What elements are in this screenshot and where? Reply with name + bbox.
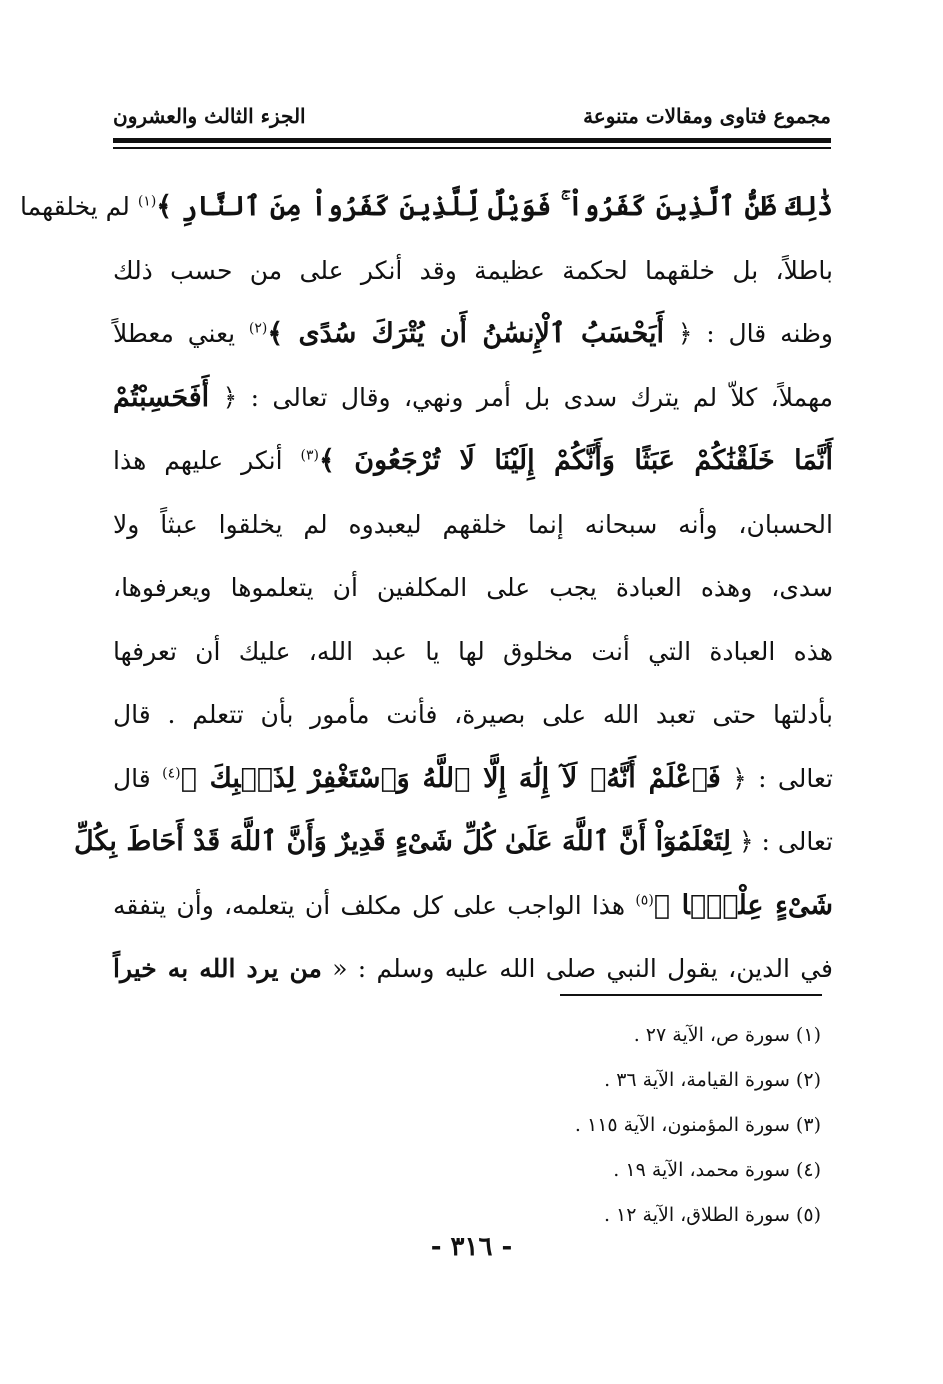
text-line-13 xyxy=(113,937,833,1001)
quran-verse: أَنَّمَا خَلَقْنَٰكُمْ عَبَثًا وَأَنَّكُمْ إِلَيْنَا لَا تُرْجَعُونَ ﴾ xyxy=(319,445,833,476)
hadith-text: من يرد الله به خيراً xyxy=(113,954,322,983)
footnote-ref-5: (٥) xyxy=(635,892,654,909)
text-line-9: بأدلتها حتى تعبد الله على بصيرة، فأنت مأمور بأن تتعلم . قال xyxy=(113,700,833,729)
line-text: في الدين، يقول النبي صلى الله عليه وسلم : « xyxy=(332,954,833,983)
line-text: يعني معطلاً xyxy=(113,319,236,348)
footnote-ref-3: (٣) xyxy=(300,447,320,464)
text-line-12 xyxy=(113,874,833,938)
book-title: مجموع فتاوى ومقالات متنوعة xyxy=(583,104,831,128)
footnotes xyxy=(575,1013,821,1238)
line-text: مهملاً، كلاّ لم يترك سدى بل أمر ونهي، وقال تعالى : ﴿ xyxy=(222,382,833,412)
text-line-3 xyxy=(113,302,833,366)
footnote-ref-2: (٢) xyxy=(248,320,268,337)
header-rule-thin xyxy=(113,147,831,149)
footnote-item: (٢) سورة القيامة، الآية ٣٦ . xyxy=(604,1069,821,1091)
quran-verse: لِتَعْلَمُوٓاْ أَنَّ ٱللَّهَ عَلَىٰ كُلِّ شَىْءٍ قَدِيرٌ وَأَنَّ ٱللَّهَ قَدْ أَحَاطَ بِكُلِّ xyxy=(74,826,731,857)
line-text: تعالى : ﴿ xyxy=(732,763,834,793)
quran-verse: أَيَحْسَبُ ٱلْإِنسَٰنُ أَن يُتْرَكَ سُدًى ﴾ xyxy=(267,318,665,349)
quran-verse: شَىْءٍ عِلْمًۢا ﴾ xyxy=(653,889,833,921)
line-text: أنكر عليهم هذا xyxy=(113,446,283,475)
footnote-item: (٥) سورة الطلاق، الآية ١٢ . xyxy=(603,1204,821,1226)
text-line-6: الحسبان، وأنه سبحانه إنما خلقهم ليعبدوه لم يخلقوا عبثاً ولا xyxy=(113,509,833,539)
text-line-8: هذه العبادة التي أنت مخلوق لها يا عبد الله، عليك أن تعرفها xyxy=(113,636,833,666)
quran-verse: ذَٰلِكَ ظَنُّ ٱلَّذِينَ كَفَرُواْ ۚ فَوَيْلٌ لِّلَّذِينَ كَفَرُواْ مِنَ ٱلنَّارِ ﴾ xyxy=(156,191,833,222)
line-text: لم يخلقهما xyxy=(20,192,130,221)
line-text: هذا الواجب على كل مكلف أن يتعلمه، وأن يتفقه xyxy=(113,890,626,920)
line-text: تعالى : ﴿ xyxy=(738,827,833,856)
text-line-5 xyxy=(113,429,833,493)
footnote-item: (٤) سورة محمد، الآية ١٩ . xyxy=(613,1159,821,1181)
volume-title: الجزء الثالث والعشرون xyxy=(113,104,306,128)
text-line-11 xyxy=(74,810,833,874)
body-text xyxy=(20,175,834,1001)
footnote-ref-4: (٤) xyxy=(162,765,181,782)
quran-verse: أَفَحَسِبْتُمْ xyxy=(113,381,210,413)
text-line-10 xyxy=(113,747,833,811)
line-text: قال xyxy=(113,763,151,793)
text-line-2: باطلاً، بل خلقهما لحكمة عظيمة وقد أنكر على من حسب ذلك xyxy=(113,255,833,285)
quran-verse: فَٱعْلَمْ أَنَّهُۥ لَآ إِلَٰهَ إِلَّا ٱللَّهُ وَٱسْتَغْفِرْ لِذَنۢبِكَ ﴾ xyxy=(180,762,721,794)
footnote-item: (١) سورة ص، الآية ٢٧ . xyxy=(633,1024,821,1046)
text-line-1 xyxy=(20,175,833,239)
text-line-4 xyxy=(113,366,833,430)
text-line-7: سدى، وهذه العبادة يجب على المكلفين أن يتعلموها ويعرفوها، xyxy=(113,573,833,602)
footnote-item: (٣) سورة المؤمنون، الآية ١١٥ . xyxy=(574,1114,821,1136)
footnote-separator xyxy=(560,994,822,996)
footnote-ref-1: (١) xyxy=(137,193,157,210)
header-rule-thick xyxy=(113,138,831,143)
line-text: وظنه قال : ﴿ xyxy=(677,319,833,348)
page-number: - ٣١٦ - xyxy=(430,1232,513,1262)
page-header xyxy=(113,100,831,136)
